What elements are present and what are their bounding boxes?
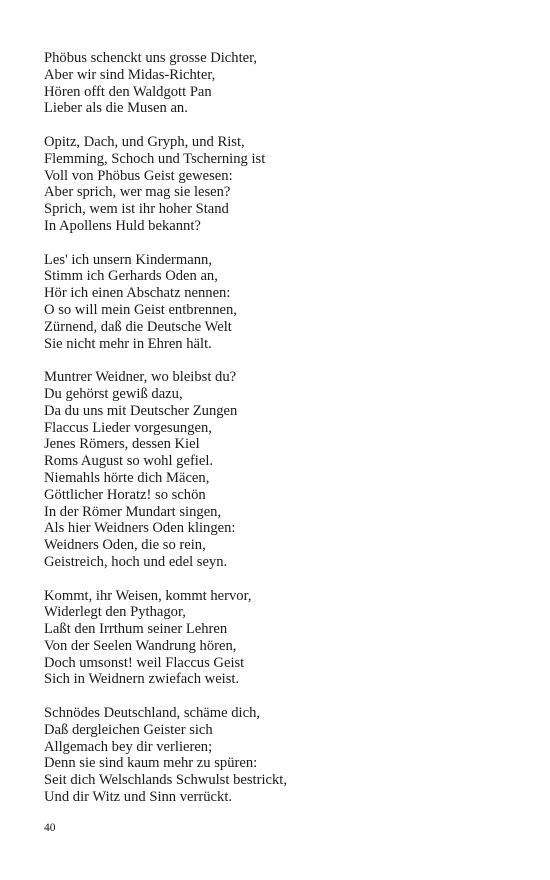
poem-line: O so will mein Geist entbrennen, <box>44 301 237 318</box>
poem-line: Aber sprich, wer mag sie lesen? <box>44 184 231 201</box>
poem-line: Sich in Weidnern zwiefach weist. <box>44 671 240 688</box>
poem-line: In der Römer Mundart singen, <box>44 503 222 520</box>
stanza-1 <box>44 50 524 117</box>
poem-line: Hör ich einen Abschatz nennen: <box>44 285 231 302</box>
poem-line: Seit dich Welschlands Schwulst bestrickt, <box>44 772 287 789</box>
poem-line: Flaccus Lieder vorgesungen, <box>44 419 212 436</box>
poem-line: Allgemach bey dir verlieren; <box>44 738 213 755</box>
poem-line: Hören offt den Waldgott Pan <box>44 83 212 100</box>
poem-line: Aber wir sind Midas-Richter, <box>44 66 216 83</box>
poem-line: Opitz, Dach, und Gryph, und Rist, <box>44 133 245 150</box>
poem-line: Sprich, wem ist ihr hoher Stand <box>44 201 229 218</box>
poem-line: Muntrer Weidner, wo bleibst du? <box>44 369 237 386</box>
poem-line: Widerlegt den Pythagor, <box>44 604 186 621</box>
poem-line: Göttlicher Horatz! so schön <box>44 486 206 503</box>
poem-line: Voll von Phöbus Geist gewesen: <box>44 167 233 184</box>
poem-line: Daß dergleichen Geister sich <box>44 721 213 738</box>
poem-line: Kommt, ihr Weisen, kommt hervor, <box>44 587 252 604</box>
poem-line: Von der Seelen Wandrung hören, <box>44 637 237 654</box>
stanza-2 <box>44 134 524 235</box>
stanza-4 <box>44 369 524 571</box>
poem-line: Laßt den Irrthum seiner Lehren <box>44 621 228 638</box>
poem-line: Da du uns mit Deutscher Zungen <box>44 402 238 419</box>
poem-line: Geistreich, hoch und edel seyn. <box>44 553 228 570</box>
stanza-3 <box>44 252 524 353</box>
poem-line: Roms August so wohl gefiel. <box>44 453 214 470</box>
poem-line: Als hier Weidners Oden klingen: <box>44 520 236 537</box>
poem-line: Les' ich unsern Kindermann, <box>44 251 212 268</box>
poem-line: Jenes Römers, dessen Kiel <box>44 436 200 453</box>
poem-line: Denn sie sind kaum mehr zu spüren: <box>44 755 258 772</box>
poem-line: Flemming, Schoch und Tscherning ist <box>44 150 266 167</box>
poem-line: Niemahls hörte dich Mäcen, <box>44 469 210 486</box>
stanza-6 <box>44 705 524 806</box>
poem-line: Sie nicht mehr in Ehren hält. <box>44 335 212 352</box>
page-number: 40 <box>44 822 56 834</box>
poem-line: Lieber als die Musen an. <box>44 100 188 117</box>
poem-line: Doch umsonst! weil Flaccus Geist <box>44 654 245 671</box>
poem-line: Weidners Oden, die so rein, <box>44 537 206 554</box>
stanza-5 <box>44 588 524 689</box>
poem-body <box>44 50 524 823</box>
poem-line: Du gehörst gewiß dazu, <box>44 385 183 402</box>
poem-line: Zürnend, daß die Deutsche Welt <box>44 318 232 335</box>
poem-line: Phöbus schenckt uns grosse Dichter, <box>44 50 258 66</box>
poem-line: Schnödes Deutschland, schäme dich, <box>44 705 261 722</box>
poem-line: Und dir Witz und Sinn verrückt. <box>44 789 233 806</box>
poem-line: Stimm ich Gerhards Oden an, <box>44 268 218 285</box>
poem-line: In Apollens Huld bekannt? <box>44 217 201 234</box>
